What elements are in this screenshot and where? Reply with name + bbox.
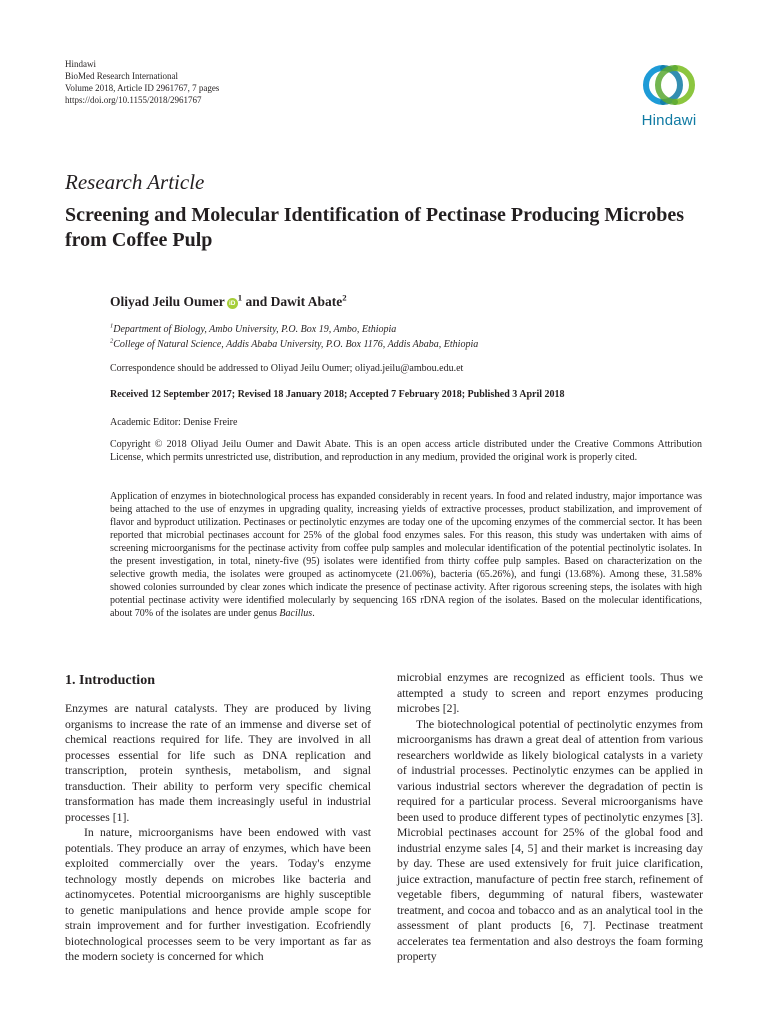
affiliation-marker: 2 [110, 337, 114, 345]
affiliation-text: College of Natural Science, Addis Ababa University, P.O. Box 1176, Addis Ababa, Ethiopia [113, 339, 479, 350]
affiliation [110, 339, 478, 350]
copyright-notice: Copyright © 2018 Oliyad Jeilu Oumer and Dawit Abate. This is an open access article distributed under the Creative Commons Attribution License, which permits unrestricted use, distribution, and reproduction in any medium, provided the original work is properly cited. [110, 439, 702, 463]
affiliation-marker: 1 [110, 322, 114, 330]
paragraph: microbial enzymes are recognized as efficient tools. Thus we attempted a study to screen and report enzymes producing microbes [2]. [397, 671, 703, 715]
affiliation [110, 324, 396, 335]
journal-volume: Volume 2018, Article ID 2961767, 7 pages [65, 83, 220, 93]
paragraph: In nature, microorganisms have been endowed with vast potentials. They produce an array of enzymes, which have been exploited commercially over the years. Today's enzyme technology mostly depends on microbes like bacteria and actinomycetes. Potential microorganisms are highly susceptible to genetic manipulations and hence provide ample scope for strain improvement and for further investigation. Ecofriendly biotechnological processes seem to be very important as far as the modern society is concerned for which [65, 826, 371, 963]
article-title: Screening and Molecular Identification of Pectinase Producing Microbes from Coffee Pulp [65, 204, 685, 251]
correspondence: Correspondence should be addressed to Oliyad Jeilu Oumer; oliyad.jeilu@ambou.edu.et [110, 363, 464, 374]
hindawi-logo-text: Hindawi [641, 112, 697, 129]
hindawi-logo [631, 62, 707, 132]
affiliation-marker: 1 [237, 292, 243, 303]
journal-publisher: Hindawi [65, 59, 96, 69]
author-list [110, 294, 347, 310]
section-heading: 1. Introduction [65, 673, 155, 688]
body-column-right [397, 670, 703, 965]
abstract-text: Application of enzymes in biotechnological process has expanded considerably in recent years. In food and related industry, major importance was being attached to the use of enzymes in upgrading quality, increasing yields of extractive processes, product stabilization, and improvement of flavor and byproduct utilization. Pectinases or pectinolytic enzymes are today one of the upcoming enzymes of the commercial sector. It has been reported that microbial pectinases account for 25% of the global food enzymes sales. For this reason, this study was undertaken with aims of screening microorganisms for the pectinase activity from coffee pulp samples and molecular identification of the potential pectinolytic isolates. In the present investigation, in total, ninety-five (95) isolates were identified from thirty coffee pulp samples. Based on characterization on the selective growth media, the isolates were grouped as actinomycete (21.06%), bacteria (65.26%), and fungi (13.68%). Among these, 31.58% showed colonies surrounded by clear zones which indicate the presence of pectinase activity. After rigorous screening steps, the isolates with high potential pectinase activity were identified molecularly by sequencing 16S rDNA region of the isolates. Based on the molecular identifications, about 70% of the isolates are under genus [110, 491, 702, 619]
journal-name: BioMed Research International [65, 71, 178, 81]
author-name[interactable]: Oliyad Jeilu Oumer [110, 294, 225, 309]
orcid-icon[interactable]: iD [227, 298, 238, 309]
body-column-left [65, 701, 371, 965]
affiliation-marker: 2 [342, 292, 347, 303]
journal-meta [65, 58, 219, 106]
publication-dates: Received 12 September 2017; Revised 18 January 2018; Accepted 7 February 2018; Published 3 April 2018 [110, 389, 565, 400]
academic-editor: Academic Editor: Denise Freire [110, 417, 238, 428]
paragraph: Enzymes are natural catalysts. They are produced by living organisms to increase the rate of an immense and diverse set of chemical reactions required for life. They are involved in all processes essential for life such as DNA replication and transcription, protein synthesis, metabolism, and signal transduction. Their ability to perform very specific chemical transformation has made them increasingly useful in industrial processes [1]. [65, 702, 371, 824]
journal-doi-link[interactable]: https://doi.org/10.1155/2018/2961767 [65, 95, 202, 105]
paragraph: The biotechnological potential of pectinolytic enzymes from microorganisms has drawn a great deal of attention from various researchers worldwide as likely biological catalysts in a variety of industrial processes. Pectinolytic enzymes can be applied in various industrial sectors wherever the degradation of pectin is required for a particular process. Several microorganisms have been used to produce different types of pectinolytic enzymes [3]. Microbial pectinases account for 25% of the global food and industrial enzyme sales [4, 5] and their market is increasing day by day. These are used extensively for fruit juice clarification, juice extraction, manufacture of pectin free starch, refinement of vegetable fibers, degumming of natural fibers, wastewater treatment, and cocoa and tobacco and as an analytical tool in the assessment of plant products [6, 7]. Pectinase treatment accelerates tea fermentation and also destroys the foam forming property [397, 717, 703, 963]
abstract-end: . [312, 608, 315, 619]
author-name[interactable]: and Dawit Abate [242, 294, 343, 309]
article-type: Research Article [65, 170, 205, 194]
abstract [110, 490, 702, 620]
hindawi-rings-icon [642, 62, 696, 108]
abstract-genus: Bacillus [279, 608, 313, 619]
affiliation-text: Department of Biology, Ambo University, P.O. Box 19, Ambo, Ethiopia [113, 324, 397, 335]
